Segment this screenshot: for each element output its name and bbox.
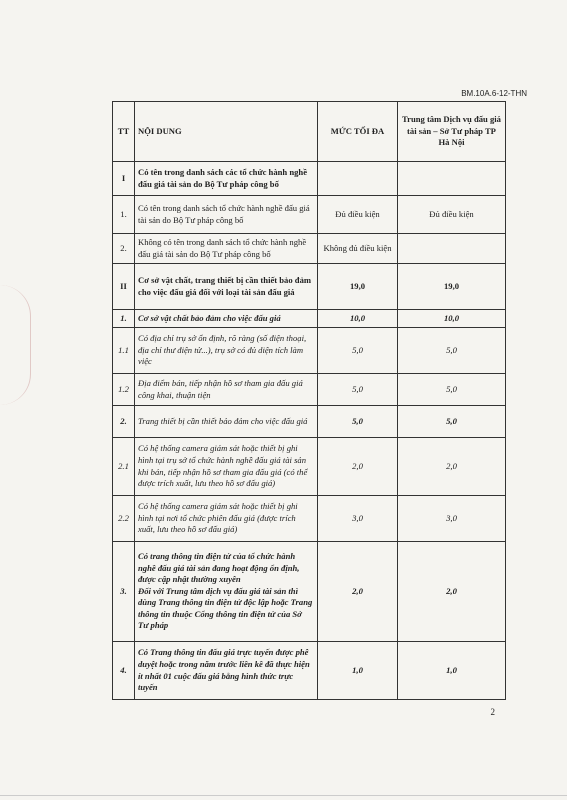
page-number: 2 <box>490 707 495 717</box>
row-max: 1,0 <box>318 642 398 700</box>
row-tt: I <box>113 162 135 196</box>
row-max: Đủ điều kiện <box>318 196 398 234</box>
row-content: Trang thiết bị cần thiết bảo đảm cho việc đấu giá <box>135 406 318 438</box>
row-center-score: 1,0 <box>398 642 506 700</box>
row-tt: 2.2 <box>113 496 135 542</box>
row-tt: 1.1 <box>113 328 135 374</box>
row-max: 19,0 <box>318 264 398 310</box>
row-tt: 2.1 <box>113 438 135 496</box>
header-trung-tam: Trung tâm Dịch vụ đấu giá tài sản – Sở Tư pháp TP Hà Nội <box>398 102 506 162</box>
row-max: 5,0 <box>318 328 398 374</box>
table-row <box>113 642 506 700</box>
row-center-score: Đủ điều kiện <box>398 196 506 234</box>
row-center-score: 5,0 <box>398 328 506 374</box>
row-tt: 1. <box>113 196 135 234</box>
row-content: Cơ sở vật chất, trang thiết bị cần thiết bảo đảm cho việc đấu giá đối với loại tài sản đấu giá <box>135 264 318 310</box>
row-center-score <box>398 162 506 196</box>
row-content: Có hệ thống camera giám sát hoặc thiết bị ghi hình tại trụ sở tổ chức hành nghề đấu giá tài sản khi bán, tiếp nhận hồ sơ tham gia đấu giá (có thể được trích xuất, lưu theo hồ sơ đấu giá) <box>135 438 318 496</box>
row-center-score: 19,0 <box>398 264 506 310</box>
row-center-score: 5,0 <box>398 374 506 406</box>
row-content <box>135 542 318 642</box>
document-code: BM.10A.6-12-THN <box>461 89 527 98</box>
row-max: Không đủ điều kiện <box>318 234 398 264</box>
row-center-score: 2,0 <box>398 542 506 642</box>
header-muc-toi-da: MỨC TỐI ĐA <box>318 102 398 162</box>
row-content-note: Đối với Trung tâm dịch vụ đấu giá tài sản thì dùng Trang thông tin điện tử độc lập hoặc Trang thông tin thuộc Cổng thông tin điện tử của Sở Tư pháp <box>138 585 313 631</box>
row-tt: 2. <box>113 234 135 264</box>
table-row <box>113 328 506 374</box>
criteria-table <box>112 101 506 700</box>
row-max: 2,0 <box>318 542 398 642</box>
table-row <box>113 310 506 328</box>
row-max: 5,0 <box>318 406 398 438</box>
table-row <box>113 234 506 264</box>
row-content: Có Trang thông tin đấu giá trực tuyến được phê duyệt hoặc trong năm trước liền kề đã thực hiện ít nhất 01 cuộc đấu giá bằng hình thức trực tuyến <box>135 642 318 700</box>
row-tt: 3. <box>113 542 135 642</box>
row-tt: 1. <box>113 310 135 328</box>
row-content: Có tên trong danh sách các tổ chức hành nghề đấu giá tài sản do Bộ Tư pháp công bố <box>135 162 318 196</box>
table-row <box>113 542 506 642</box>
table-row <box>113 406 506 438</box>
table-header-row <box>113 102 506 162</box>
row-content-main: Có trang thông tin điện tử của tổ chức hành nghề đấu giá tài sản đang hoạt động ổn định, được cập nhật thường xuyên <box>138 550 300 585</box>
row-tt: II <box>113 264 135 310</box>
row-content: Không có tên trong danh sách tổ chức hành nghề đấu giá tài sản do Bộ Tư pháp công bố <box>135 234 318 264</box>
table-row <box>113 196 506 234</box>
row-center-score: 10,0 <box>398 310 506 328</box>
row-max <box>318 162 398 196</box>
table-row <box>113 264 506 310</box>
row-center-score: 5,0 <box>398 406 506 438</box>
row-content: Có tên trong danh sách tổ chức hành nghề đấu giá tài sản do Bộ Tư pháp công bố <box>135 196 318 234</box>
row-tt: 1.2 <box>113 374 135 406</box>
row-content: Địa điểm bán, tiếp nhận hồ sơ tham gia đấu giá công khai, thuận tiện <box>135 374 318 406</box>
row-max: 5,0 <box>318 374 398 406</box>
header-tt: TT <box>113 102 135 162</box>
row-content: Cơ sở vật chất bảo đảm cho việc đấu giá <box>135 310 318 328</box>
row-tt: 2. <box>113 406 135 438</box>
row-tt: 4. <box>113 642 135 700</box>
table-row <box>113 162 506 196</box>
table-row <box>113 438 506 496</box>
row-max: 3,0 <box>318 496 398 542</box>
row-max: 10,0 <box>318 310 398 328</box>
bottom-divider <box>0 795 567 796</box>
row-center-score <box>398 234 506 264</box>
row-content: Có địa chỉ trụ sở ổn định, rõ ràng (số điện thoại, địa chỉ thư điện tử...), trụ sở có đủ diện tích làm việc <box>135 328 318 374</box>
header-noi-dung: NỘI DUNG <box>135 102 318 162</box>
signature-stamp-edge <box>0 285 31 405</box>
table-row <box>113 374 506 406</box>
table-row <box>113 496 506 542</box>
row-center-score: 2,0 <box>398 438 506 496</box>
row-center-score: 3,0 <box>398 496 506 542</box>
row-content: Có hệ thống camera giám sát hoặc thiết bị ghi hình tại nơi tổ chức phiên đấu giá (được trích xuất, lưu theo hồ sơ đấu giá) <box>135 496 318 542</box>
row-max: 2,0 <box>318 438 398 496</box>
